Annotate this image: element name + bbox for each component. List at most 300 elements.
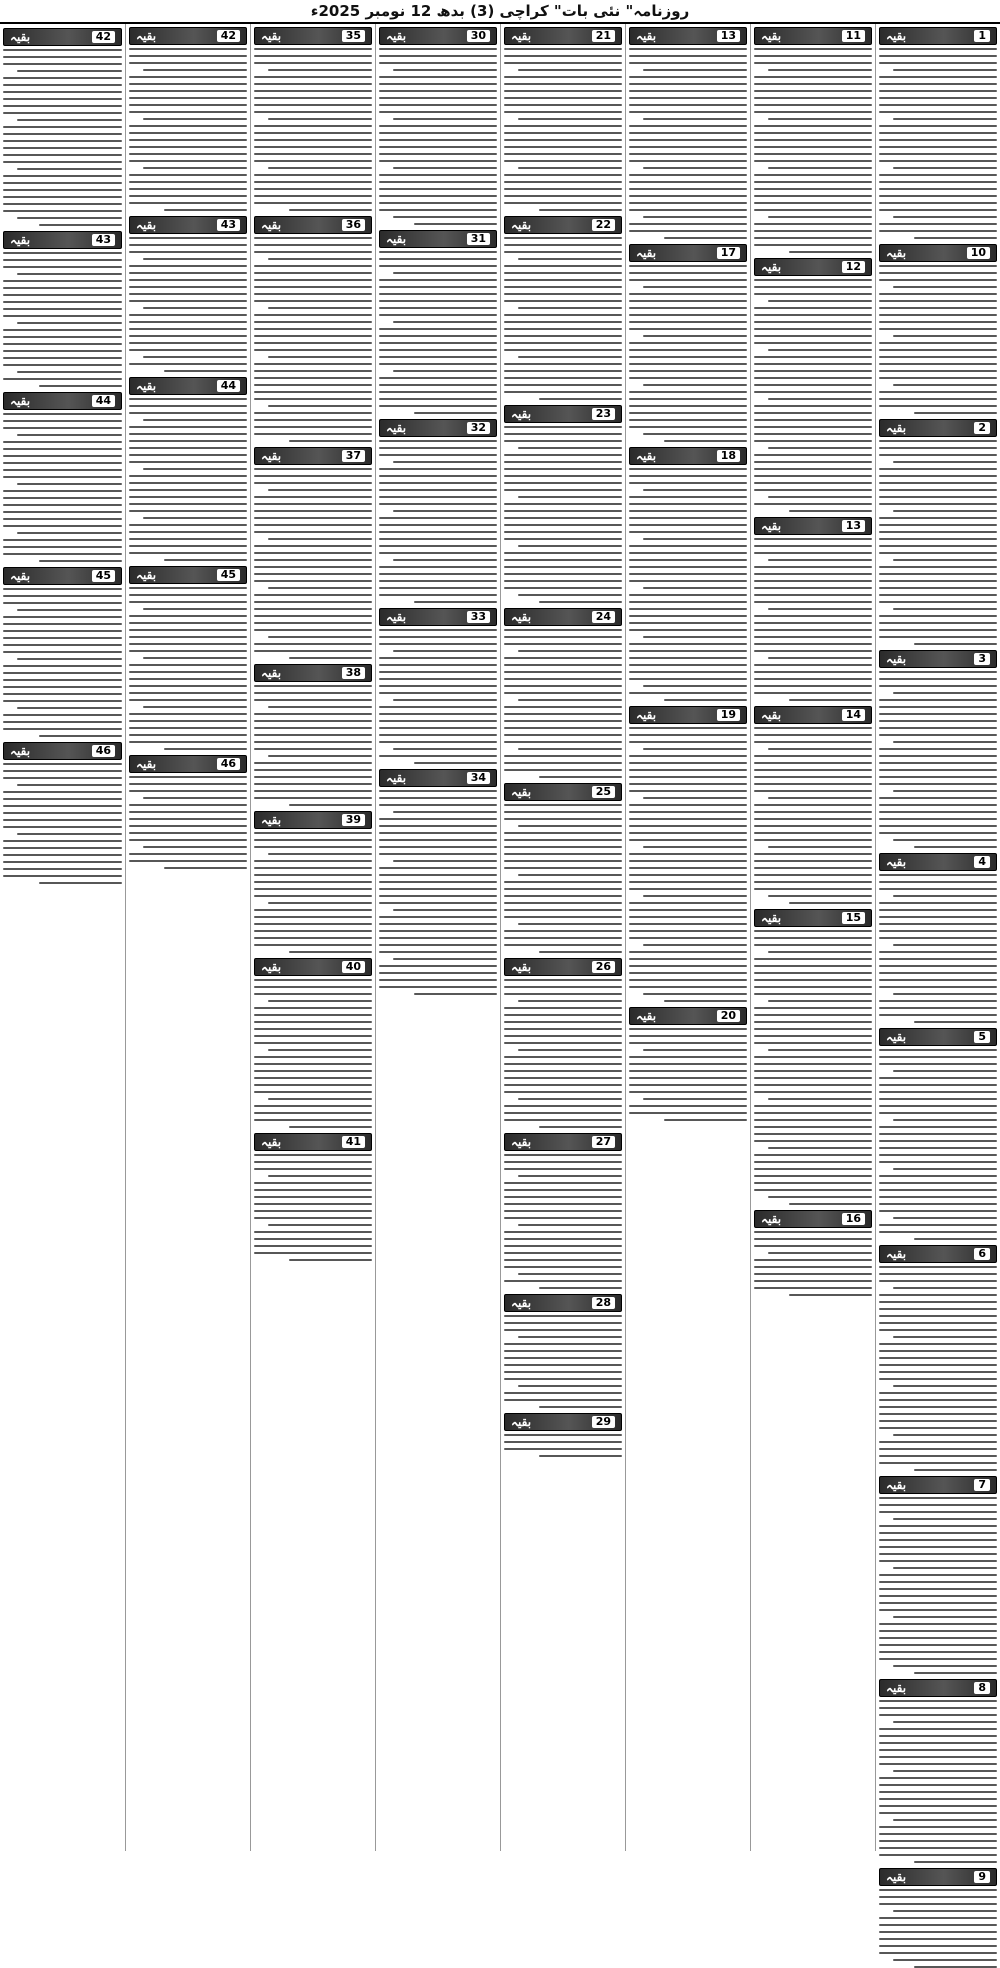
- text-line: [379, 286, 497, 288]
- continuation-word: بقیہ: [886, 29, 907, 43]
- text-line: [379, 825, 497, 827]
- text-line: [643, 286, 747, 288]
- continuation-block: [379, 230, 497, 414]
- text-line: [629, 356, 747, 358]
- text-line: [504, 1007, 622, 1009]
- text-line: [254, 1245, 372, 1247]
- text-line: [893, 741, 997, 743]
- continuation-number: 35: [342, 30, 365, 42]
- text-line: [879, 1294, 997, 1296]
- text-line: [768, 118, 872, 120]
- text-line: [754, 1245, 872, 1247]
- text-line: [143, 419, 247, 421]
- text-line: [518, 650, 622, 652]
- text-line: [754, 636, 872, 638]
- text-line: [414, 412, 497, 414]
- text-line: [754, 377, 872, 379]
- continuation-word: بقیہ: [136, 379, 157, 393]
- text-line: [879, 1840, 997, 1842]
- text-line: [129, 482, 247, 484]
- continuation-banner: [3, 742, 122, 760]
- text-line: [754, 1133, 872, 1135]
- continuation-banner: [3, 392, 122, 410]
- continuation-banner: [379, 27, 497, 45]
- text-line: [129, 363, 247, 365]
- continuation-block: [504, 608, 622, 778]
- text-line: [129, 321, 247, 323]
- text-line: [289, 657, 372, 659]
- text-line: [879, 1609, 997, 1611]
- text-line: [629, 986, 747, 988]
- text-line: [268, 405, 372, 407]
- text-line: [879, 699, 997, 701]
- text-line: [754, 489, 872, 491]
- text-line: [754, 104, 872, 106]
- text-line: [879, 1406, 997, 1408]
- text-line: [504, 377, 622, 379]
- continuation-banner: [254, 811, 372, 829]
- text-line: [879, 1063, 997, 1065]
- text-line: [504, 629, 622, 631]
- text-line: [789, 902, 872, 904]
- text-line: [3, 413, 122, 415]
- text-line: [379, 251, 497, 253]
- article-text: [754, 538, 872, 701]
- text-line: [254, 83, 372, 85]
- article-text: [879, 1889, 997, 1968]
- text-line: [518, 923, 622, 925]
- text-line: [518, 874, 622, 876]
- text-line: [129, 804, 247, 806]
- text-line: [504, 916, 622, 918]
- text-line: [754, 335, 872, 337]
- text-line: [504, 195, 622, 197]
- text-line: [754, 342, 872, 344]
- text-line: [629, 1077, 747, 1079]
- text-line: [879, 1553, 997, 1555]
- text-line: [629, 818, 747, 820]
- text-line: [379, 440, 497, 442]
- text-line: [879, 1707, 997, 1709]
- text-line: [879, 1371, 997, 1373]
- text-line: [393, 559, 497, 561]
- text-line: [754, 1042, 872, 1044]
- text-line: [754, 867, 872, 869]
- text-line: [504, 279, 622, 281]
- text-line: [629, 643, 747, 645]
- text-line: [3, 154, 122, 156]
- text-line: [414, 601, 497, 603]
- text-line: [129, 671, 247, 673]
- text-line: [643, 538, 747, 540]
- text-line: [504, 1364, 622, 1366]
- text-line: [289, 1126, 372, 1128]
- text-line: [504, 664, 622, 666]
- text-line: [254, 566, 372, 568]
- text-line: [379, 195, 497, 197]
- text-line: [754, 195, 872, 197]
- text-line: [629, 370, 747, 372]
- continuation-banner: [754, 517, 872, 535]
- text-line: [143, 118, 247, 120]
- text-line: [754, 1273, 872, 1275]
- continuation-word: بقیہ: [636, 449, 657, 463]
- text-line: [879, 531, 997, 533]
- text-line: [879, 1714, 997, 1716]
- text-line: [504, 384, 622, 386]
- text-line: [914, 1861, 997, 1863]
- text-line: [629, 160, 747, 162]
- continuation-banner: [879, 1028, 997, 1046]
- text-line: [504, 531, 622, 533]
- text-line: [504, 1322, 622, 1324]
- text-line: [879, 223, 997, 225]
- text-line: [379, 643, 497, 645]
- article-text: [504, 48, 622, 211]
- continuation-word: بقیہ: [511, 1415, 532, 1429]
- newspaper-header: [0, 0, 1000, 24]
- text-line: [629, 769, 747, 771]
- text-line: [629, 1035, 747, 1037]
- text-line: [629, 307, 747, 309]
- text-line: [643, 1098, 747, 1100]
- continuation-number: 29: [592, 1416, 615, 1428]
- text-line: [3, 105, 122, 107]
- continuation-number: 43: [92, 234, 115, 246]
- text-line: [879, 1350, 997, 1352]
- text-line: [879, 503, 997, 505]
- text-line: [879, 1413, 997, 1415]
- article-text: [129, 237, 247, 372]
- text-line: [504, 363, 622, 365]
- text-line: [879, 615, 997, 617]
- text-line: [39, 560, 122, 562]
- text-line: [289, 440, 372, 442]
- text-line: [879, 1392, 997, 1394]
- text-line: [254, 993, 372, 995]
- text-line: [754, 83, 872, 85]
- text-line: [629, 223, 747, 225]
- text-line: [3, 77, 122, 79]
- text-line: [504, 265, 622, 267]
- text-line: [754, 643, 872, 645]
- text-line: [893, 1819, 997, 1821]
- text-line: [504, 867, 622, 869]
- text-line: [629, 1042, 747, 1044]
- article-text: [879, 48, 997, 239]
- text-line: [379, 454, 497, 456]
- text-line: [754, 146, 872, 148]
- text-line: [129, 545, 247, 547]
- text-line: [504, 1056, 622, 1058]
- text-line: [879, 1322, 997, 1324]
- text-line: [754, 153, 872, 155]
- text-line: [643, 433, 747, 435]
- continuation-word: بقیہ: [886, 855, 907, 869]
- continuation-block: [879, 419, 997, 645]
- text-line: [129, 349, 247, 351]
- text-line: [914, 412, 997, 414]
- text-line: [129, 727, 247, 729]
- text-line: [393, 272, 497, 274]
- text-line: [254, 909, 372, 911]
- continuation-word: بقیہ: [511, 29, 532, 43]
- text-line: [754, 1007, 872, 1009]
- continuation-word: بقیہ: [761, 911, 782, 925]
- text-line: [129, 524, 247, 526]
- continuation-banner: [879, 419, 997, 437]
- text-line: [879, 1315, 997, 1317]
- text-line: [518, 1336, 622, 1338]
- text-line: [379, 545, 497, 547]
- text-line: [379, 587, 497, 589]
- text-line: [504, 1231, 622, 1233]
- text-line: [379, 965, 497, 967]
- text-line: [629, 496, 747, 498]
- text-line: [518, 825, 622, 827]
- text-line: [629, 104, 747, 106]
- text-line: [629, 475, 747, 477]
- text-line: [254, 1042, 372, 1044]
- text-line: [754, 48, 872, 50]
- text-line: [879, 881, 997, 883]
- continuation-word: بقیہ: [886, 1478, 907, 1492]
- text-line: [914, 1672, 997, 1674]
- text-line: [629, 657, 747, 659]
- text-line: [254, 1238, 372, 1240]
- text-line: [643, 636, 747, 638]
- text-line: [893, 1518, 997, 1520]
- text-line: [254, 720, 372, 722]
- text-line: [754, 538, 872, 540]
- text-line: [768, 559, 872, 561]
- text-line: [879, 1630, 997, 1632]
- text-line: [254, 944, 372, 946]
- text-line: [504, 55, 622, 57]
- text-line: [254, 48, 372, 50]
- text-line: [504, 727, 622, 729]
- text-line: [879, 139, 997, 141]
- continuation-block: [379, 419, 497, 603]
- article-text: [379, 440, 497, 603]
- text-line: [379, 104, 497, 106]
- text-line: [379, 62, 497, 64]
- text-line: [379, 972, 497, 974]
- continuation-banner: [879, 1476, 997, 1494]
- text-line: [629, 951, 747, 953]
- article-text: [754, 48, 872, 253]
- text-line: [754, 97, 872, 99]
- text-line: [268, 706, 372, 708]
- continuation-banner: [504, 216, 622, 234]
- text-line: [504, 1077, 622, 1079]
- text-line: [879, 1931, 997, 1933]
- continuation-number: 10: [967, 247, 990, 259]
- text-line: [879, 1308, 997, 1310]
- text-line: [754, 90, 872, 92]
- article-text: [379, 251, 497, 414]
- continuation-number: 45: [217, 569, 240, 581]
- text-line: [879, 1098, 997, 1100]
- text-line: [754, 356, 872, 358]
- continuation-word: بقیہ: [386, 29, 407, 43]
- article-text: [629, 468, 747, 701]
- text-line: [3, 511, 122, 513]
- continuation-number: 4: [974, 856, 990, 868]
- continuation-banner: [754, 258, 872, 276]
- text-line: [129, 314, 247, 316]
- text-line: [504, 440, 622, 442]
- text-line: [254, 1105, 372, 1107]
- continuation-block: [504, 1294, 622, 1408]
- text-line: [754, 461, 872, 463]
- text-line: [879, 1525, 997, 1527]
- text-line: [629, 545, 747, 547]
- text-line: [504, 720, 622, 722]
- text-line: [379, 713, 497, 715]
- text-line: [379, 678, 497, 680]
- text-line: [254, 1077, 372, 1079]
- text-line: [879, 321, 997, 323]
- text-line: [879, 1798, 997, 1800]
- text-line: [254, 895, 372, 897]
- text-line: [879, 55, 997, 57]
- text-line: [379, 356, 497, 358]
- text-line: [879, 1455, 997, 1457]
- text-line: [143, 69, 247, 71]
- continuation-word: بقیہ: [511, 407, 532, 421]
- text-line: [17, 434, 122, 436]
- text-line: [879, 622, 997, 624]
- text-line: [629, 419, 747, 421]
- text-line: [629, 209, 747, 211]
- text-line: [754, 433, 872, 435]
- text-line: [379, 202, 497, 204]
- text-line: [879, 1595, 997, 1597]
- text-line: [643, 846, 747, 848]
- text-line: [3, 462, 122, 464]
- text-line: [754, 202, 872, 204]
- text-line: [754, 1063, 872, 1065]
- text-line: [879, 1511, 997, 1513]
- text-line: [754, 314, 872, 316]
- text-line: [629, 97, 747, 99]
- text-line: [879, 1448, 997, 1450]
- text-line: [393, 69, 497, 71]
- text-line: [3, 147, 122, 149]
- text-line: [379, 307, 497, 309]
- text-line: [629, 174, 747, 176]
- text-line: [254, 839, 372, 841]
- text-line: [164, 559, 247, 561]
- text-line: [268, 1224, 372, 1226]
- continuation-word: بقیہ: [886, 421, 907, 435]
- continuation-block: [504, 27, 622, 211]
- continuation-banner: [879, 1245, 997, 1263]
- article-text: [879, 440, 997, 645]
- continuation-block: [379, 27, 497, 225]
- text-line: [879, 678, 997, 680]
- text-line: [629, 1056, 747, 1058]
- continuation-word: بقیہ: [636, 1009, 657, 1023]
- text-line: [504, 293, 622, 295]
- continuation-number: 27: [592, 1136, 615, 1148]
- text-line: [768, 657, 872, 659]
- continuation-block: [629, 27, 747, 239]
- text-line: [629, 195, 747, 197]
- text-line: [254, 1168, 372, 1170]
- text-line: [504, 1182, 622, 1184]
- text-line: [518, 748, 622, 750]
- text-line: [629, 363, 747, 365]
- text-line: [518, 496, 622, 498]
- text-line: [3, 861, 122, 863]
- text-line: [879, 769, 997, 771]
- continuation-banner: [504, 1294, 622, 1312]
- text-line: [504, 251, 622, 253]
- text-line: [879, 160, 997, 162]
- text-line: [379, 363, 497, 365]
- text-line: [518, 1049, 622, 1051]
- text-line: [504, 881, 622, 883]
- article-text: [254, 48, 372, 211]
- text-line: [414, 762, 497, 764]
- text-line: [268, 853, 372, 855]
- text-line: [3, 301, 122, 303]
- text-line: [3, 504, 122, 506]
- text-line: [254, 776, 372, 778]
- text-line: [379, 300, 497, 302]
- text-line: [3, 595, 122, 597]
- text-line: [643, 384, 747, 386]
- text-line: [254, 146, 372, 148]
- continuation-block: [629, 447, 747, 701]
- text-line: [129, 839, 247, 841]
- text-line: [254, 1007, 372, 1009]
- text-line: [504, 202, 622, 204]
- text-line: [254, 314, 372, 316]
- text-line: [3, 441, 122, 443]
- continuation-number: 15: [842, 912, 865, 924]
- text-line: [379, 573, 497, 575]
- text-line: [879, 1903, 997, 1905]
- continuation-block: [754, 27, 872, 253]
- text-line: [664, 1000, 747, 1002]
- text-line: [3, 665, 122, 667]
- text-line: [254, 559, 372, 561]
- text-line: [629, 279, 747, 281]
- text-line: [129, 650, 247, 652]
- text-line: [879, 377, 997, 379]
- text-line: [379, 391, 497, 393]
- text-line: [393, 216, 497, 218]
- text-line: [879, 1791, 997, 1793]
- text-line: [3, 714, 122, 716]
- continuation-block: [754, 258, 872, 512]
- text-line: [893, 1616, 997, 1618]
- continuation-banner: [504, 958, 622, 976]
- continuation-block: [504, 783, 622, 953]
- text-line: [254, 1203, 372, 1205]
- text-line: [504, 321, 622, 323]
- text-line: [893, 692, 997, 694]
- text-line: [504, 895, 622, 897]
- text-line: [629, 853, 747, 855]
- text-line: [879, 272, 997, 274]
- article-text: [879, 671, 997, 848]
- text-line: [789, 1203, 872, 1205]
- text-line: [893, 559, 997, 561]
